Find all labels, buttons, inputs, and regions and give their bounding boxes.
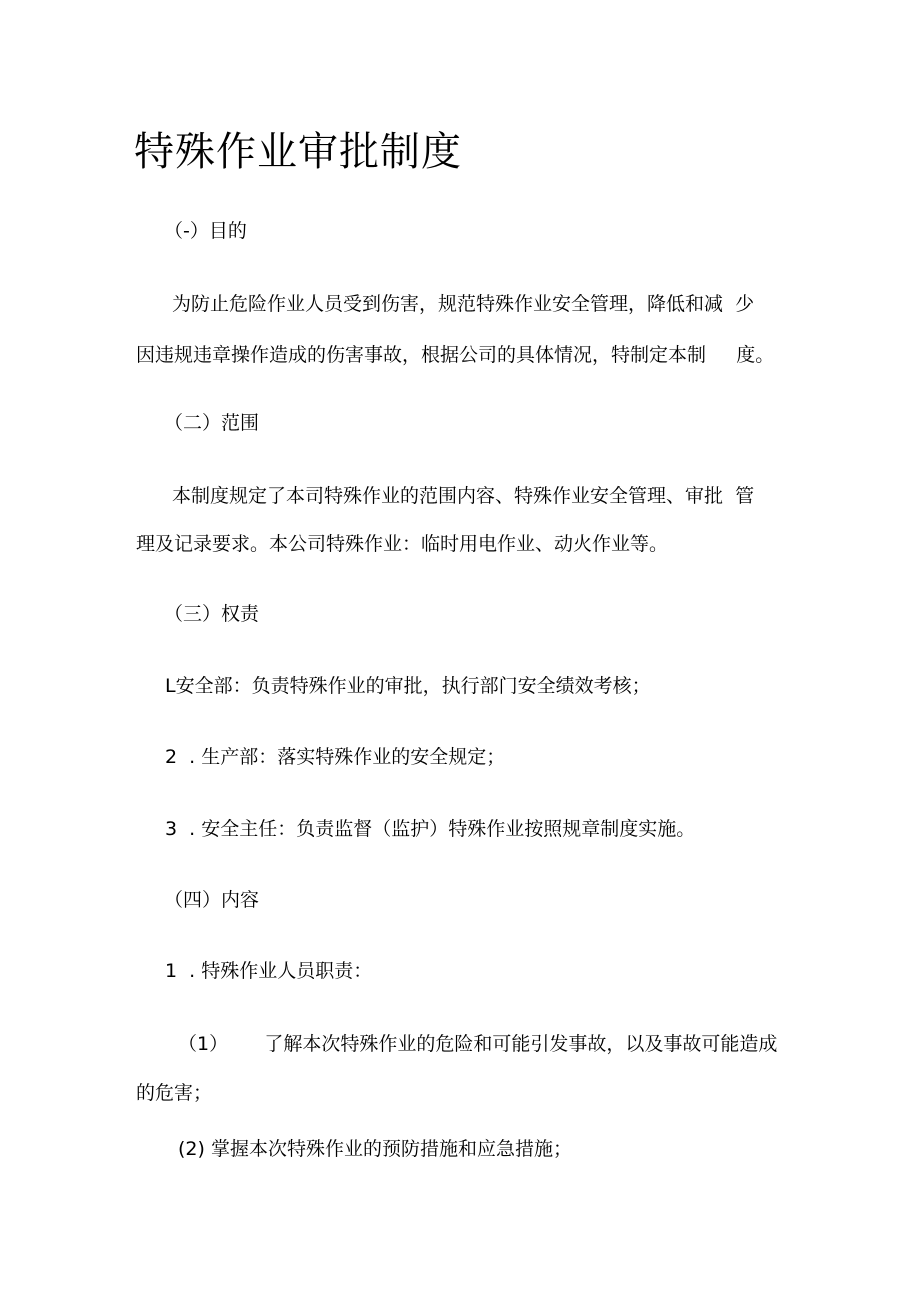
section-heading-responsibilities: （三）权责 bbox=[164, 603, 260, 625]
section-heading-content: （四）内容 bbox=[164, 889, 260, 911]
purpose-paragraph-line-2: 因违规违章操作造成的伤害事故，根据公司的具体情况，特制定本制 度。 bbox=[136, 344, 775, 366]
purpose-paragraph-line-1: 为防止危险作业人员受到伤害，规范特殊作业安全管理，降低和减 少 bbox=[172, 293, 755, 315]
section-heading-scope: （二）范围 bbox=[164, 412, 260, 434]
section-heading-purpose: （-）目的 bbox=[164, 220, 247, 242]
content-subitem-1-line-1: （1） 了解本次特殊作业的危险和可能引发事故，以及事故可能造成 bbox=[178, 1033, 778, 1055]
content-subitem-1-line-2: 的危害； bbox=[136, 1082, 213, 1104]
scope-paragraph-line-2: 理及记录要求。本公司特殊作业：临时用电作业、动火作业等。 bbox=[136, 533, 669, 555]
content-subitem-2: (2) 掌握本次特殊作业的预防措施和应急措施； bbox=[178, 1138, 572, 1160]
scope-paragraph-line-1: 本制度规定了本司特殊作业的范围内容、特殊作业安全管理、审批 管 bbox=[172, 485, 755, 507]
responsibility-item-3: 3 . 安全主任：负责监督（监护）特殊作业按照规章制度实施。 bbox=[165, 818, 696, 840]
content-item-1: 1 . 特殊作业人员职责： bbox=[165, 960, 373, 982]
document-title: 特殊作业审批制度 bbox=[134, 129, 462, 175]
responsibility-item-2: 2 . 生产部：落实特殊作业的安全规定； bbox=[165, 746, 506, 768]
responsibility-item-1: L安全部：负责特殊作业的审批，执行部门安全绩效考核； bbox=[165, 675, 651, 697]
